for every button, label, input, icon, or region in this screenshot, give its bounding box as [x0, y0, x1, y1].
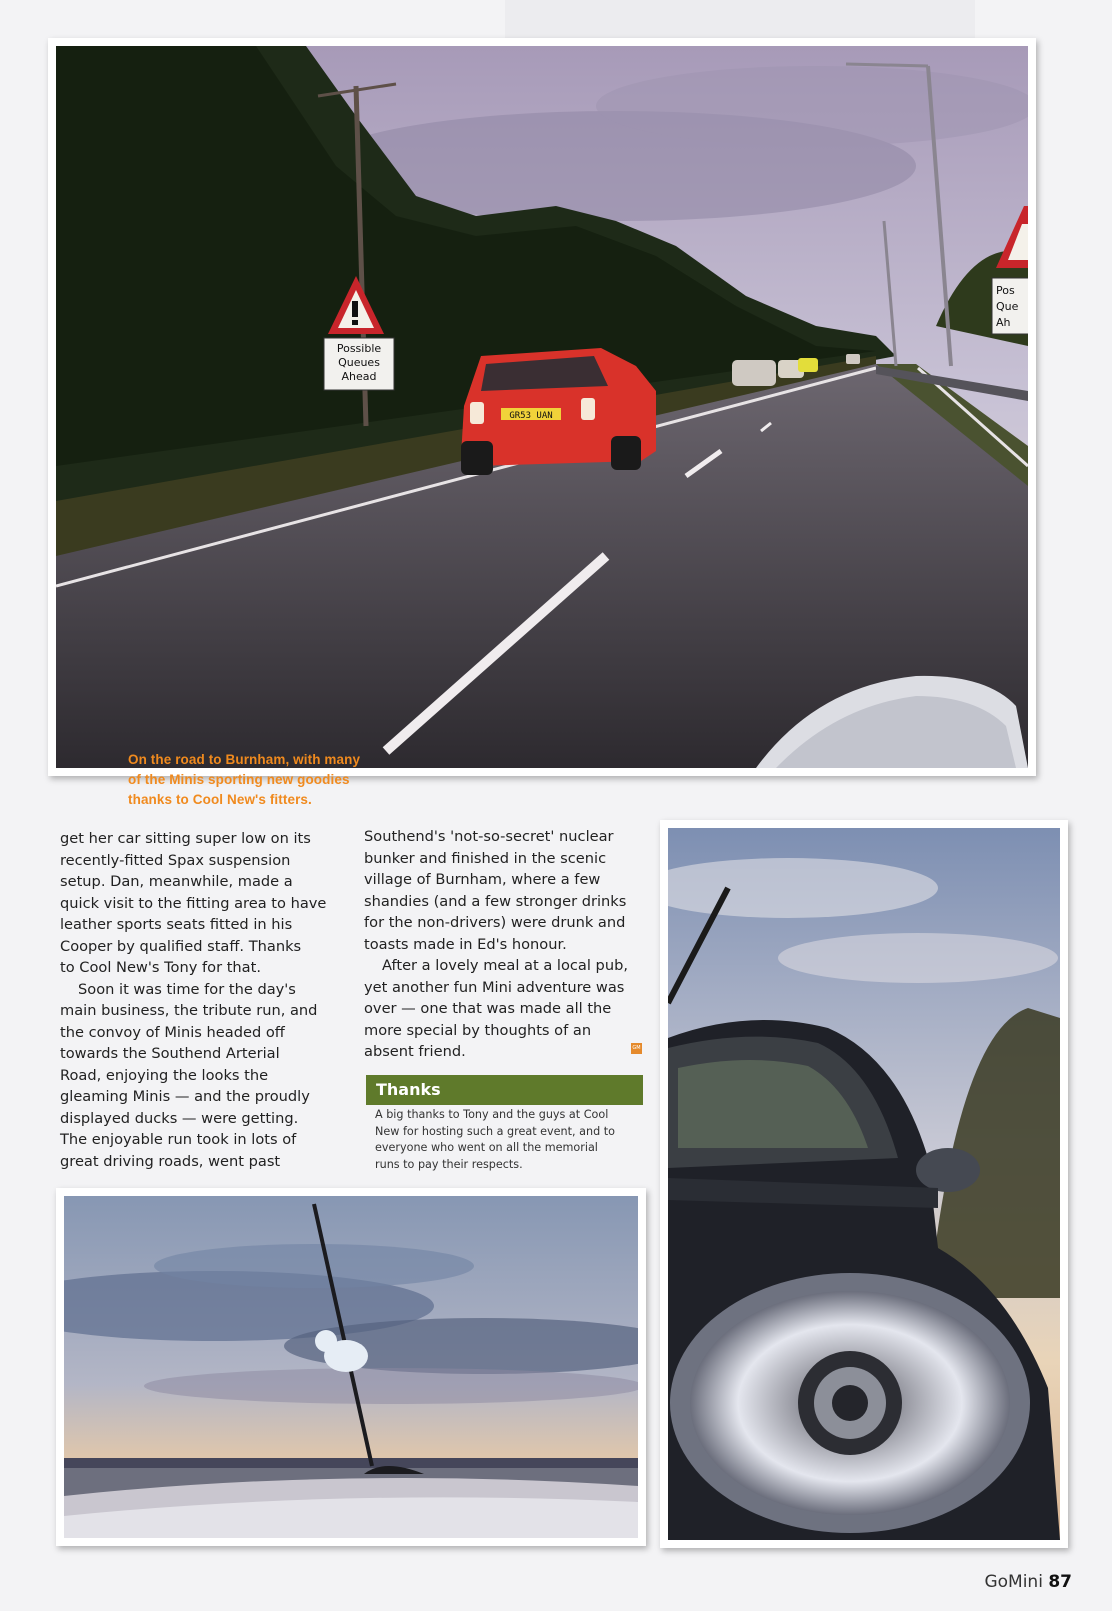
magazine-name: GoMini: [984, 1572, 1043, 1592]
right-sign-line-3: Ah: [996, 316, 1011, 329]
end-mark-icon: GM: [631, 1043, 642, 1054]
sign-line-3: Ahead: [341, 370, 377, 383]
text-line: main business, the tribute run, and: [60, 1002, 318, 1019]
page-footer: [984, 1572, 1072, 1592]
text-line: over — one that was made all the: [364, 1000, 612, 1017]
right-sign-line-1: Pos: [996, 284, 1015, 297]
text-line: yet another fun Mini adventure was: [364, 978, 625, 996]
duck-antenna-photo-frame: [56, 1188, 646, 1546]
text-line: displayed ducks — were getting.: [60, 1109, 299, 1127]
sign-line-1: Possible: [336, 342, 382, 355]
text-line: The enjoyable run took in lots of: [60, 1131, 297, 1148]
mini-headlight-photo: [668, 828, 1060, 1540]
text-line: to Cool New's Tony for that.: [60, 959, 261, 976]
text-line: Soon it was time for the day's: [78, 980, 296, 998]
text-line: more special by thoughts of an: [364, 1021, 592, 1039]
thanks-heading: Thanks: [366, 1075, 643, 1105]
caption-line: thanks to Cool New's fitters.: [128, 792, 312, 807]
text-line: gleaming Minis — and the proudly: [60, 1088, 310, 1105]
text-line: absent friend.: [364, 1043, 466, 1060]
page-header-ghost: [505, 0, 975, 38]
text-line: for the non-drivers) were drunk and: [364, 914, 626, 931]
caption-line: On the road to Burnham, with many: [128, 752, 361, 767]
text-line: shandies (and a few stronger drinks: [364, 892, 627, 910]
text-line: great driving roads, went past: [60, 1152, 281, 1170]
thanks-line: A big thanks to Tony and the guys at Cool: [375, 1108, 609, 1121]
thanks-line: everyone who went on all the memorial: [375, 1141, 598, 1154]
text-line: Cooper by qualified staff. Thanks: [60, 937, 302, 955]
thanks-body: [375, 1107, 645, 1173]
article-column-1: [60, 828, 326, 1172]
text-line: toasts made in Ed's honour.: [364, 935, 567, 953]
text-line: recently-fitted Spax suspension: [60, 851, 291, 869]
text-line: leather sports seats fitted in his: [60, 916, 293, 933]
text-line: Road, enjoying the looks the: [60, 1066, 269, 1084]
text-line: the convoy of Minis headed off: [60, 1023, 285, 1041]
text-line: towards the Southend Arterial: [60, 1045, 280, 1062]
right-sign-line-2: Que: [996, 300, 1019, 313]
sign-line-2: Queues: [338, 356, 380, 369]
text-line: setup. Dan, meanwhile, made a: [60, 873, 293, 890]
thanks-line: runs to pay their respects.: [375, 1157, 523, 1171]
text-line: quick visit to the fitting area to have: [60, 894, 327, 912]
thanks-line: New for hosting such a great event, and to: [375, 1124, 615, 1138]
duck-antenna-photo: [64, 1196, 638, 1538]
text-line: get her car sitting super low on its: [60, 830, 311, 847]
text-line: bunker and finished in the scenic: [364, 849, 607, 867]
car-plate: GR53 UAN: [509, 411, 553, 421]
photo-caption: [128, 750, 388, 810]
text-line: Southend's 'not-so-secret' nuclear: [364, 828, 614, 845]
caption-line: of the Minis sporting new goodies: [128, 772, 350, 787]
page-number: 87: [1048, 1572, 1072, 1592]
text-line: village of Burnham, where a few: [364, 871, 601, 888]
road-photo-frame: [48, 38, 1036, 807]
article-column-2: [364, 826, 628, 1063]
mini-headlight-photo-frame: [660, 820, 1068, 1548]
text-line: After a lovely meal at a local pub,: [382, 957, 628, 974]
road-photo: [56, 46, 1028, 768]
